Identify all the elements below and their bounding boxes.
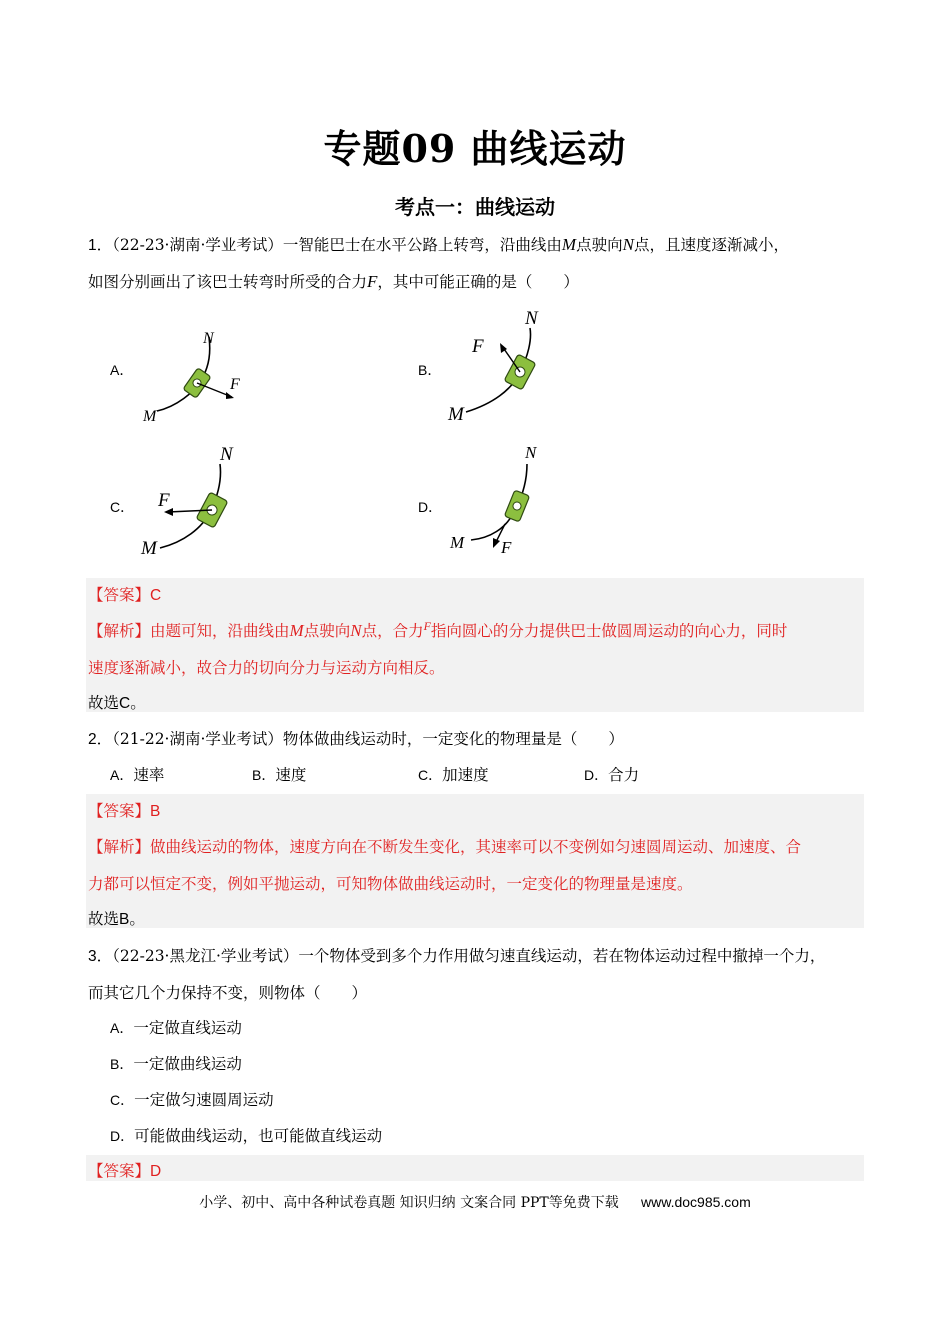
q1-answer-box bbox=[86, 578, 864, 712]
q2-stem: 2．（21-22·湖南·学业考试）物体做曲线运动时，一定变化的物理量是（ ） bbox=[88, 730, 624, 748]
fig-d-m-label: M bbox=[450, 533, 465, 552]
q1-figure-b bbox=[440, 300, 580, 430]
footer-url[interactable]: www.doc985.com bbox=[641, 1194, 751, 1210]
footer-text: 小学、初中、高中各种试卷真题 知识归纳 文案合同 PPT等免费下载 bbox=[199, 1195, 619, 1211]
q1-figure-c bbox=[138, 440, 268, 560]
q1-option-d-label: D． bbox=[418, 499, 443, 515]
fig-d-n-label: N bbox=[525, 443, 537, 462]
q1-line2: 如图分别画出了该巴士转弯时所受的合力F，其中可能正确的是（ ） bbox=[88, 272, 579, 291]
fig-c-n-label: N bbox=[220, 444, 233, 465]
fig-b-m-label: M bbox=[448, 404, 464, 425]
fig-a-f-label: F bbox=[230, 376, 240, 393]
q2-option-b: B．速度 bbox=[252, 766, 307, 784]
q1-choose: 故选C。 bbox=[88, 694, 146, 712]
fig-a-n-label: N bbox=[203, 330, 214, 347]
q3-option-c: C．一定做匀速圆周运动 bbox=[110, 1091, 274, 1109]
q3-answer-box bbox=[86, 1155, 864, 1181]
fig-b-f-label: F bbox=[472, 336, 484, 357]
q1-line1: 1．（22-23·湖南·学业考试）一智能巴士在水平公路上转弯，沿曲线由M点驶向N点，且速度逐渐减小， bbox=[88, 235, 789, 254]
q2-answer: 【答案】B bbox=[88, 802, 161, 820]
section-heading: 考点一：曲线运动 bbox=[395, 195, 555, 219]
q2-analysis-line2: 力都可以恒定不变，例如平抛运动，可知物体做曲线运动时，一定变化的物理量是速度。 bbox=[88, 875, 693, 893]
q3-option-d: D．可能做曲线运动，也可能做直线运动 bbox=[110, 1127, 383, 1145]
fig-d-f-label: F bbox=[501, 538, 512, 557]
q1-figure-d bbox=[445, 440, 565, 560]
q2-analysis-line1: 【解析】做曲线运动的物体，速度方向在不断发生变化，其速率可以不变例如匀速圆周运动、加速度、合 bbox=[88, 838, 802, 856]
q2-option-c: C．加速度 bbox=[418, 766, 489, 784]
page-footer bbox=[0, 1192, 950, 1212]
q3-answer: 【答案】D bbox=[88, 1162, 162, 1180]
q1-answer: 【答案】C bbox=[88, 586, 162, 604]
q2-option-a: A．速率 bbox=[110, 766, 165, 784]
q2-choose: 故选B。 bbox=[88, 910, 145, 928]
q1-analysis-line2: 速度逐渐减小，故合力的切向分力与运动方向相反。 bbox=[88, 659, 445, 677]
fig-b-n-label: N bbox=[525, 308, 538, 329]
q3-option-a: A．一定做直线运动 bbox=[110, 1019, 242, 1037]
q3-line1: 3．（22-23·黑龙江·学业考试）一个物体受到多个力作用做匀速直线运动，若在物体运动过程中撤掉一个力， bbox=[88, 947, 826, 965]
q1-figure-a bbox=[135, 325, 265, 430]
q1-option-c-label: C． bbox=[110, 499, 135, 515]
q3-line2: 而其它几个力保持不变，则物体（ ） bbox=[88, 984, 368, 1002]
q1-analysis-line1: 【解析】由题可知，沿曲线由M点驶向N点，合力$^F$指向圆心的分力提供巴士做圆周运动的向心力，同时 bbox=[88, 619, 788, 641]
fig-c-m-label: M bbox=[141, 538, 157, 559]
page-title: 专题09 曲线运动 bbox=[323, 126, 627, 171]
fig-a-m-label: M bbox=[143, 408, 157, 425]
q2-answer-box bbox=[86, 794, 864, 928]
q3-option-b: B．一定做曲线运动 bbox=[110, 1055, 242, 1073]
q1-option-b-label: B． bbox=[418, 362, 442, 378]
q1-number: 1． bbox=[88, 237, 113, 254]
q1-option-a-label: A． bbox=[110, 362, 134, 378]
fig-c-f-label: F bbox=[158, 490, 170, 511]
q2-option-d: D．合力 bbox=[584, 766, 640, 784]
